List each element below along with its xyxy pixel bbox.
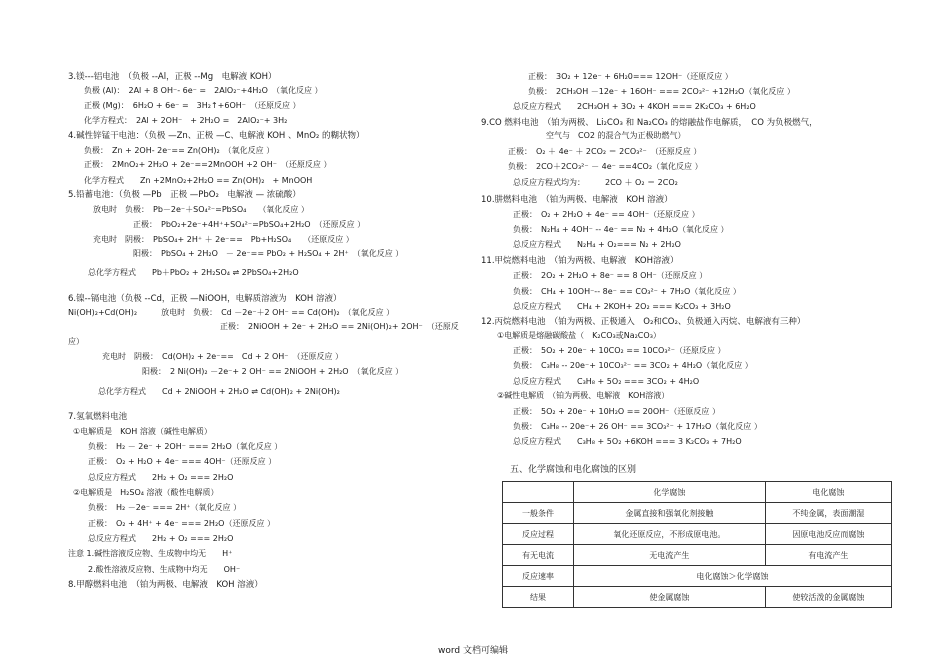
left-text-line: 负极： Zn + 2OH- 2e⁻== Zn(OH)₂ （氧化反应 ） [84, 146, 275, 155]
table-cell: 一般条件 [503, 503, 574, 524]
table-cell: 有电流产生 [765, 545, 891, 566]
right-text-line: 总反应方程式 2CH₃OH + 3O₂ + 4KOH === 2K₂CO₃ + 6H₂O [513, 102, 756, 111]
table-header-cell: 化学腐蚀 [574, 482, 766, 503]
right-text-line: 负极： CH₄ + 10OH⁻-- 8e⁻ == CO₃²⁻ + 7H₂O（氧化反应 ） [513, 287, 741, 296]
left-text-line: 2.酸性溶液反应物、生成物中均无 OH⁻ [88, 565, 241, 574]
right-text-line: ①电解质是熔融碳酸盐（ K₂CO₃或Na₂CO₃） [497, 331, 661, 340]
right-text-line: 正极： 5O₂ + 20e⁻ + 10H₂O == 20OH⁻（还原反应 ） [513, 407, 720, 416]
left-text-line: 正极： 2MnO₂+ 2H₂O + 2e⁻==2MnOOH +2 OH⁻ （还原反应 ） [84, 160, 332, 169]
left-text-line: 充电时 阴极： PbSO₄+ 2H⁺ ＋ 2e⁻== Pb+H₂SO₄ （还原反应 ） [93, 235, 354, 244]
right-text-line: 空气与 CO2 的混合气为正极助燃气） [546, 131, 686, 140]
right-text-line: 正极： 3O₂ + 12e⁻ + 6H₂0=== 12OH⁻（还原反应 ） [528, 72, 733, 81]
table-row [503, 545, 892, 566]
right-text-line: 负极： C₃H₈ -- 20e⁻+ 10CO₃²⁻ == 3CO₂ + 4H₂O（氧化反应 ） [513, 361, 753, 370]
table-cell: 因原电池反应而腐蚀 [765, 524, 891, 545]
left-text-line: 总反应方程式 2H₂ + O₂ === 2H₂O [88, 534, 234, 543]
table-title: 五、化学腐蚀和电化腐蚀的区别 [510, 465, 637, 475]
left-text-line: 正极： PbO₂+2e⁻+4H⁺+SO₄²⁻=PbSO₄+2H₂O （还原反应 ） [133, 220, 366, 229]
right-text-line: 10.肼燃料电池 （铂为两极、电解液 KOH 溶液） [481, 195, 673, 205]
right-text-line: 总反应方程式均为： 2CO ＋ O₂ ＝ 2CO₂ [513, 178, 678, 187]
left-text-line: 4.碱性锌锰干电池：（负极 —Zn、正极 —C、电解液 KOH 、MnO₂ 的糊状物） [68, 131, 365, 141]
left-text-line: 化学方程式 Zn +2MnO₂+2H₂O == Zn(OH)₂ + MnOOH [84, 176, 313, 185]
left-text-line: 放电时 负极： Pb－2e⁻＋SO₄²⁻=PbSO₄ （氧化反应 ） [93, 205, 309, 214]
left-text-line: 负极： H₂ － 2e⁻ + 2OH⁻ === 2H₂O（氧化反应 ） [88, 442, 283, 451]
table-cell: 结果 [503, 587, 574, 608]
left-text-line: 化学方程式： 2Al + 2OH⁻ + 2H₂O = 2AlO₂⁻+ 3H₂ [84, 116, 288, 125]
table-cell: 无电流产生 [574, 545, 766, 566]
right-text-line: 总反应方程式 CH₄ + 2KOH+ 2O₂ === K₂CO₃ + 3H₂O [513, 302, 731, 311]
right-text-line: 正极： O₂ ＋ 4e⁻ ＋ 2CO₂ ＝ 2CO₃²⁻ （还原反应 ） [508, 147, 702, 156]
right-text-line: 总反应方程式 C₃H₈ + 5O₂ +6KOH === 3 K₂CO₃ + 7H₂O [513, 437, 742, 446]
left-text-line: 正极 (Mg)： 6H₂O + 6e⁻ = 3H₂↑+6OH⁻ （还原反应 ） [84, 101, 301, 110]
table-header-cell [503, 482, 574, 503]
table-row [503, 503, 892, 524]
table-cell: 使金属腐蚀 [574, 587, 766, 608]
table-cell: 有无电流 [503, 545, 574, 566]
right-text-line: 正极： 5O₂ + 20e⁻ + 10CO₂ == 10CO₃²⁻（还原反应 ） [513, 346, 726, 355]
table-row [503, 524, 892, 545]
right-text-line: 负极： 2CO＋2CO₃²⁻ － 4e⁻ ==4CO₂（氧化反应 ） [508, 162, 703, 171]
left-text-line: 阳极： PbSO₄ + 2H₂O － 2e⁻== PbO₂ + H₂SO₄ + 2H⁺ （氧化反应 ） [133, 249, 404, 258]
right-text-line: 负极： C₃H₈ -- 20e⁻+ 26 OH⁻ == 3CO₃²⁻ + 17H₂O（氧化反应 ） [513, 422, 762, 431]
left-text-line: 8.甲醇燃料电池 （铂为两极、电解液 KOH 溶液） [68, 580, 263, 590]
left-text-line: 3.镁---铝电池 （负极 --Al，正极 --Mg 电解液 KOH） [68, 72, 277, 82]
right-text-line: 正极： 2O₂ + 2H₂O + 8e⁻ == 8 OH⁻（还原反应 ） [513, 271, 708, 280]
left-text-line: 负极 (Al)： 2Al + 8 OH⁻- 6e⁻ = 2AlO₂⁻+4H₂O （氧化反应 ） [84, 86, 323, 95]
right-text-line: 负极： 2CH₃OH －12e⁻ + 16OH⁻ === 2CO₃²⁻ +12H₂O（氧化反应 ） [528, 87, 795, 96]
left-text-line: 充电时 阴极： Cd(OH)₂ + 2e⁻== Cd + 2 OH⁻ （还原反应 ） [102, 352, 344, 361]
left-text-line: 负极： H₂ －2e⁻ === 2H⁺（氧化反应 ） [88, 503, 242, 512]
table-row [503, 566, 892, 587]
left-text-line: 总反应方程式 2H₂ + O₂ === 2H₂O [88, 473, 234, 482]
right-text-line: 9.CO 燃料电池 （铂为两极、 Li₂CO₃ 和 Na₂CO₃ 的熔融盐作电解质， CO 为负极燃气， [481, 118, 818, 128]
right-text-line: ②碱性电解质 （铂为两极、电解液 KOH溶液） [497, 391, 670, 400]
right-text-line: 总反应方程式 N₂H₄ + O₂=== N₂ + 2H₂O [513, 240, 681, 249]
table-cell: 氧化还原反应，不形成原电池。 [574, 524, 766, 545]
table-row [503, 587, 892, 608]
table-header-cell: 电化腐蚀 [765, 482, 891, 503]
table-cell: 反应过程 [503, 524, 574, 545]
left-text-line: 注意 1.碱性溶液反应物、生成物中均无 H⁺ [68, 549, 233, 558]
table-cell-merged: 电化腐蚀＞化学腐蚀 [574, 566, 892, 587]
left-text-line: 正极： 2NiOOH + 2e⁻ + 2H₂O == 2Ni(OH)₂+ 2OH⁻ （还原反 [220, 322, 459, 331]
left-text-line: 总化学方程式 Cd + 2NiOOH + 2H₂O ⇌ Cd(OH)₂ + 2Ni(OH)₂ [98, 387, 340, 396]
right-text-line: 负极： N₂H₄ + 4OH⁻ -- 4e⁻ == N₂ + 4H₂O（氧化反应 ） [513, 225, 729, 234]
table-cell: 金属直接和强氧化剂接触 [574, 503, 766, 524]
left-text-line: Ni(OH)₂+Cd(OH)₂ 放电时 负极： Cd －2e⁻＋2 OH⁻ == Cd(OH)₂ （氧化反应 ） [68, 308, 395, 317]
table-cell: 使较活泼的金属腐蚀 [765, 587, 891, 608]
left-text-line: ①电解质是 KOH 溶液（碱性电解质） [73, 427, 212, 436]
table-cell: 不纯金属，表面潮湿 [765, 503, 891, 524]
left-text-line: 5.铅蓄电池：（负极 —Pb 正极 —PbO₂ 电解液 — 浓硫酸） [68, 190, 301, 200]
table-cell: 反应速率 [503, 566, 574, 587]
right-text-line: 12.丙烷燃料电池 （铂为两极、正极通入 O₂和CO₂、负极通入丙烷、电解液有三种） [481, 317, 806, 327]
left-text-line: 正极： O₂ + H₂O + 4e⁻ === 4OH⁻（还原反应 ） [88, 457, 277, 466]
left-text-line: 7.氢氧燃料电池 [68, 412, 128, 422]
corrosion-comparison-table [502, 481, 892, 608]
right-text-line: 11.甲烷燃料电池 （铂为两极、电解液 KOH溶液） [481, 256, 679, 266]
table-header-row [503, 482, 892, 503]
left-text-line: ②电解质是 H₂SO₄ 溶液（酸性电解质） [73, 488, 219, 497]
left-text-line: 应） [68, 337, 84, 346]
right-text-line: 正极： O₂ + 2H₂O + 4e⁻ == 4OH⁻（还原反应 ） [513, 210, 700, 219]
left-text-line: 阳极： 2 Ni(OH)₂ －2e⁻+ 2 OH⁻ == 2NiOOH + 2H₂O （氧化反应 ） [142, 367, 404, 376]
left-text-line: 总化学方程式 Pb＋PbO₂ + 2H₂SO₄ ⇌ 2PbSO₄+2H₂O [88, 268, 299, 277]
footer-note: word 文档可编辑 [438, 646, 508, 656]
left-text-line: 正极： O₂ + 4H⁺ + 4e⁻ === 2H₂O（还原反应 ） [88, 519, 275, 528]
left-text-line: 6.镍--镉电池（负极 --Cd，正极 —NiOOH，电解质溶液为 KOH 溶液） [68, 294, 342, 304]
right-text-line: 总反应方程式 C₃H₈ + 5O₂ === 3CO₂ + 4H₂O [513, 377, 700, 386]
